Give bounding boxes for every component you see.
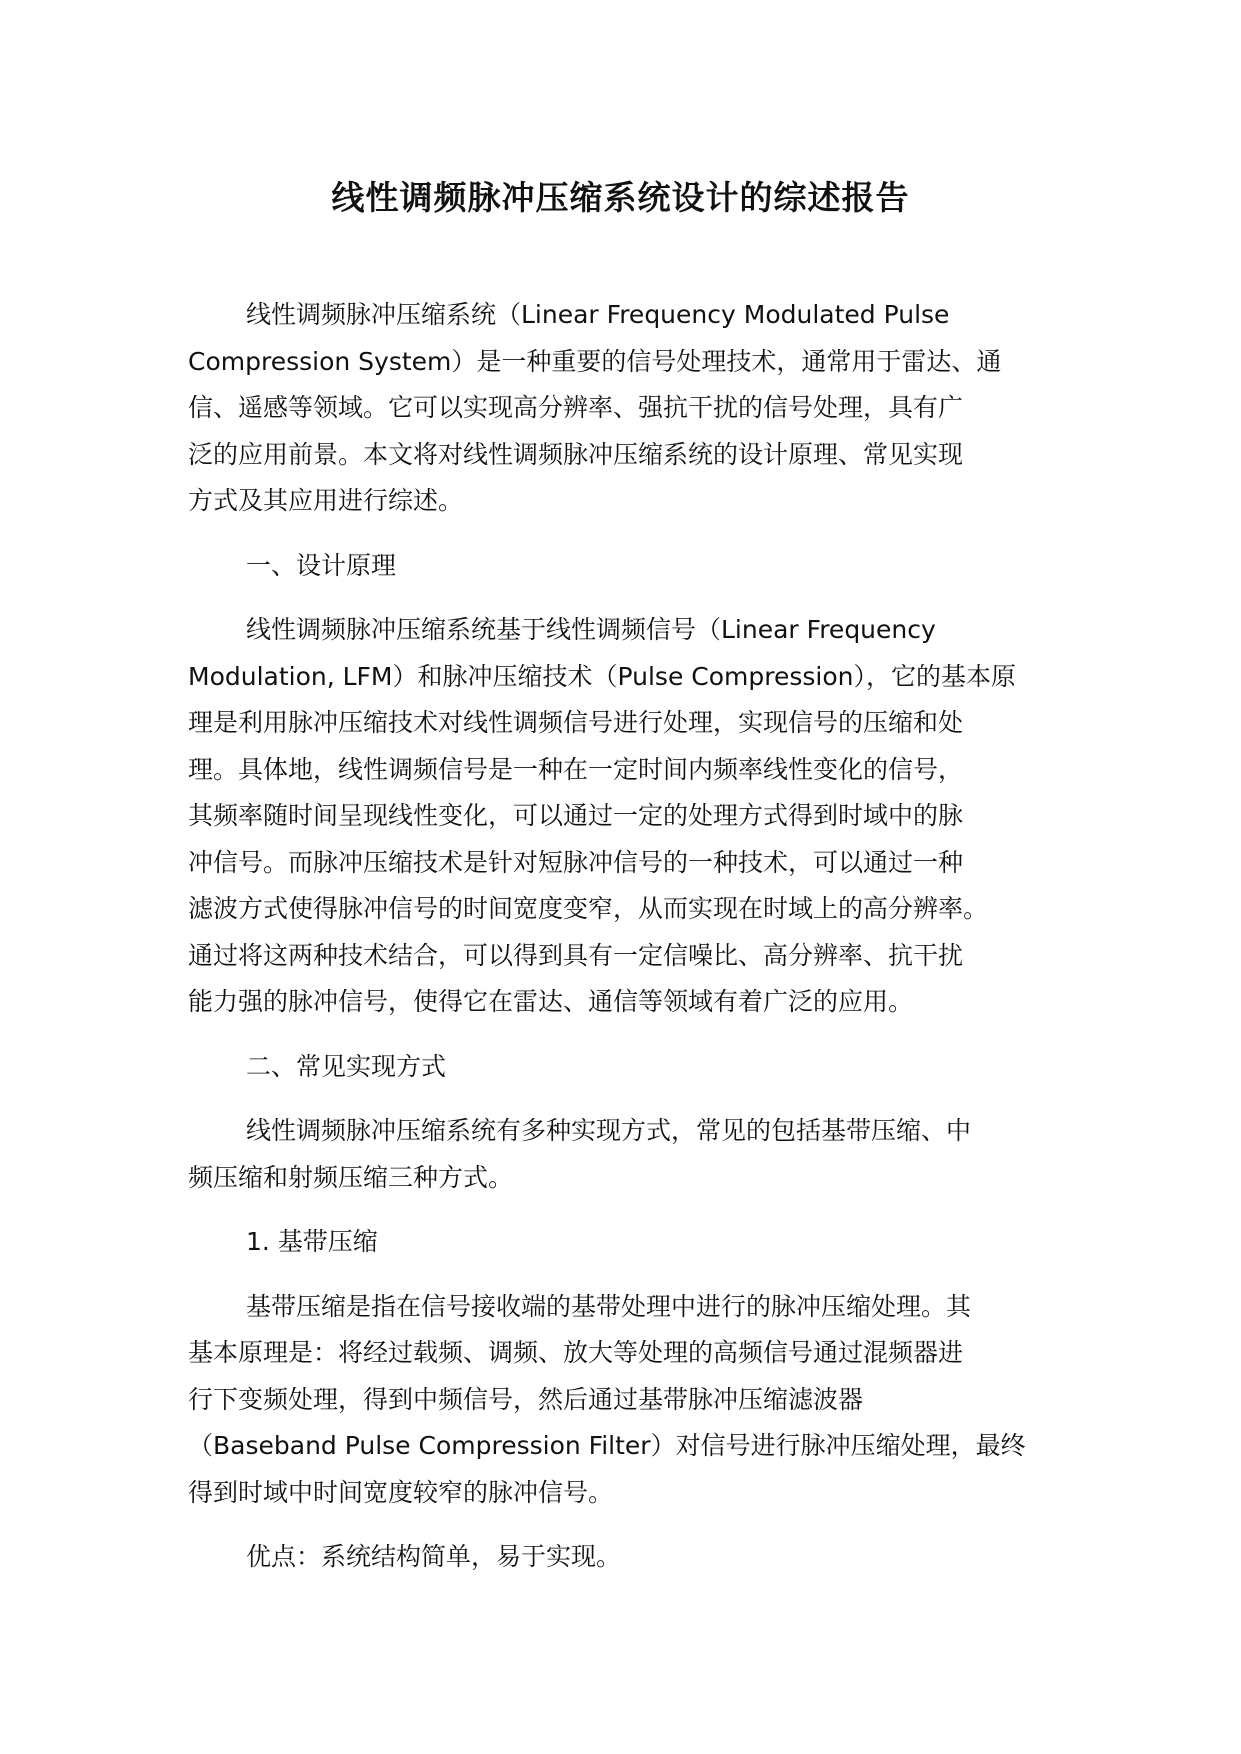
body-paragraph <box>188 607 1068 1026</box>
paragraph-line: 其频率随时间呈现线性变化，可以通过一定的处理方式得到时域中的脉 <box>188 801 964 830</box>
paragraph-line: 线性调频脉冲压缩系统基于线性调频信号（Linear Frequency <box>246 615 936 644</box>
paragraph-line: Compression System）是一种重要的信号处理技术，通常用于雷达、通 <box>188 346 1002 376</box>
section-heading: 1. 基带压缩 <box>246 1227 378 1256</box>
paragraph-line: 线性调频脉冲压缩系统（Linear Frequency Modulated Pulse <box>246 300 950 329</box>
paragraph-line: 泛的应用前景。本文将对线性调频脉冲压缩系统的设计原理、常见实现 <box>188 439 964 469</box>
section-heading: 优点：系统结构简单，易于实现。 <box>246 1542 622 1571</box>
body-paragraph <box>188 292 1068 525</box>
section-heading: 一、设计原理 <box>246 550 397 580</box>
document-title: 线性调频脉冲压缩系统设计的综述报告 <box>331 178 910 217</box>
paragraph-line: 理是利用脉冲压缩技术对线性调频信号进行处理，实现信号的压缩和处 <box>188 708 964 737</box>
paragraph-line: 理。具体地，线性调频信号是一种在一定时间内频率线性变化的信号， <box>188 754 964 784</box>
section-heading: 二、常见实现方式 <box>246 1051 447 1081</box>
body-paragraph <box>188 1108 1068 1201</box>
paragraph-line: 信、遥感等领域。它可以实现高分辨率、强抗干扰的信号处理，具有广 <box>188 393 964 422</box>
paragraph-line: 冲信号。而脉冲压缩技术是针对短脉冲信号的一种技术，可以通过一种 <box>188 847 964 877</box>
paragraph-line: 基带压缩是指在信号接收端的基带处理中进行的脉冲压缩处理。其 <box>246 1291 972 1321</box>
paragraph-line: 线性调频脉冲压缩系统有多种实现方式，常见的包括基带压缩、中 <box>246 1116 972 1145</box>
paragraph-line: 通过将这两种技术结合，可以得到具有一定信噪比、高分辨率、抗干扰 <box>188 940 964 970</box>
paragraph-line: 能力强的脉冲信号，使得它在雷达、通信等领域有着广泛的应用。 <box>188 987 914 1016</box>
paragraph-line: （Baseband Pulse Compression Filter）对信号进行脉冲压缩处理，最终 <box>188 1431 1026 1460</box>
paragraph-line: 方式及其应用进行综述。 <box>188 486 464 515</box>
paragraph-line: Modulation, LFM）和脉冲压缩技术（Pulse Compression），它的基本原 <box>188 661 1017 691</box>
paragraph-line: 频压缩和射频压缩三种方式。 <box>188 1162 514 1192</box>
paragraph-line: 基本原理是：将经过载频、调频、放大等处理的高频信号通过混频器进 <box>188 1338 964 1367</box>
paragraph-line: 滤波方式使得脉冲信号的时间宽度变窄，从而实现在时域上的高分辨率。 <box>188 894 989 923</box>
document-body <box>188 292 1068 1599</box>
paragraph-line: 行下变频处理，得到中频信号，然后通过基带脉冲压缩滤波器 <box>188 1384 864 1414</box>
paragraph-line: 得到时域中时间宽度较窄的脉冲信号。 <box>188 1477 614 1507</box>
body-paragraph <box>188 1284 1068 1517</box>
